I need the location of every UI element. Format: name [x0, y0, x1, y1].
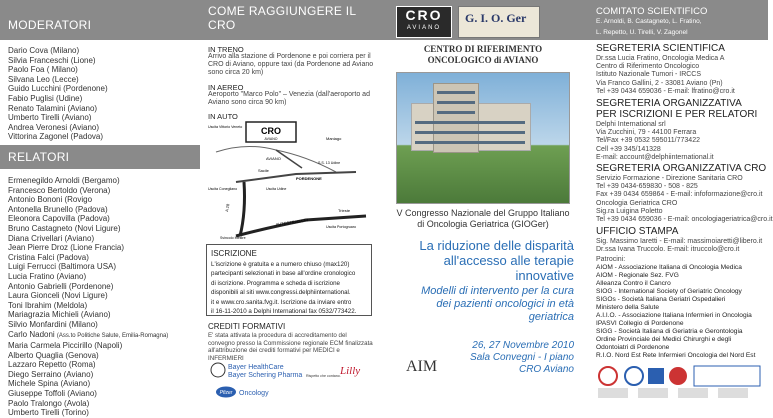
map-label-a4: AUTOSTRADA A4: [275, 217, 309, 227]
patrocinio-line: Alleanza Contro il Cancro: [596, 280, 671, 287]
iscrizione-line: di iscrizione. Programma e scheda di iscrizione: [211, 279, 340, 287]
moderatore-name: Andrea Veronesi (Aviano): [8, 122, 100, 132]
window-row: [415, 121, 525, 124]
moderatore-name: Umberto Tirelli (Aviano): [8, 113, 92, 123]
patron-logo-icon: [638, 388, 668, 398]
headline-line: innovative: [515, 268, 574, 283]
patronage-logos: [594, 360, 764, 400]
segorg-head1: SEGRETERIA ORGANIZZATIVA: [596, 98, 742, 109]
patrocinio-line: AIOM - Regionale Sez. FVG: [596, 272, 679, 279]
date-line: 26, 27 Novembre 2010: [472, 340, 574, 351]
patrocini-text: [596, 264, 755, 360]
moderatore-name: Guido Lucchini (Pordenone): [8, 84, 108, 94]
map-label-conegliano: Uscita Conegliano: [208, 187, 238, 191]
iscrizione-title: ISCRIZIONE: [211, 249, 257, 258]
aereo-line: Aeroporto "Marco Polo" – Venezia (dall'aeroporto ad: [208, 91, 370, 98]
relatore-name: Toni Ibrahim (Meldola): [8, 300, 88, 310]
segsci-line: Istituto Nazionale Tumori - IRCCS: [596, 71, 702, 79]
patron-logo-icon: [669, 367, 687, 385]
cro-logo-aviano: AVIANO: [406, 25, 442, 31]
patrocinio-line: AIOM - Associazione Italiana di Oncologia Medica: [596, 264, 742, 271]
window-row: [437, 101, 475, 104]
patrocinio-line: Odontoiatri di Pordenone: [596, 344, 670, 351]
segsci-line: Tel +39 0434 659036 - E-mail: lfratino@cro.it: [596, 87, 735, 95]
patrocinio-line: Ministero della Salute: [596, 304, 660, 311]
crediti-line: convegno presso la Commissione regionale ECM finalizzata: [208, 339, 373, 347]
treno-line: Arrivo alla stazione di Pordenone e poi corriera per il: [208, 53, 371, 60]
patrocinio-line: R.I.O. Nord Est Rete Infermieri Oncologia del Nord Est: [596, 352, 756, 359]
map-label-cro: CRO: [261, 126, 281, 136]
relatore-name: Francesco Bertoldo (Verona): [8, 185, 111, 195]
moderatore-name: Silvana Leo (Lecce): [8, 74, 79, 84]
relatore-name: Luigi Ferrucci (Baltimora USA): [8, 262, 117, 272]
lilly-logo: Lilly: [340, 365, 361, 377]
stampa-head: UFFICIO STAMPA: [596, 226, 679, 237]
crediti-text: [208, 332, 374, 362]
segorg-head2: PER ISCRIZIONI E PER RELATORI: [596, 109, 758, 120]
congress-line1: V Congresso Nazionale del Gruppo Italiano: [396, 208, 570, 218]
relatore-name: Alberto Quaglia (Genova): [8, 350, 99, 360]
moderatore-name: Paolo Foa ( Milano): [8, 65, 78, 75]
comitato-band: [588, 0, 768, 40]
relatore-affiliation: (Ass.to Politiche Salute, Emilia-Romagna): [56, 332, 169, 339]
iscrizione-box: [206, 244, 372, 316]
relatore-name: Antonio Gabrielli (Pordenone): [8, 281, 114, 291]
aim-logo: AIM: [406, 358, 438, 375]
moderatore-name: Silvia Franceschi (Lione): [8, 55, 96, 65]
headline-line: all'accesso alle terapie: [443, 253, 574, 268]
cro-logo: [396, 6, 452, 38]
relatore-name: Eleonora Capovilla (Padova): [8, 214, 110, 224]
relatori-title: RELATORI: [8, 150, 70, 164]
map-label-aviano: AVIANO: [264, 137, 278, 141]
iscrizione-line: it e www.cro.sanita.fvg.it. Iscrizione da inviare entro: [211, 298, 352, 306]
come-panel: [200, 0, 378, 403]
segcro-line: Sig.ra Luigina Poletto: [596, 207, 663, 215]
map-label-a28: A 28: [224, 203, 231, 213]
subtitle-line: dei pazienti oncologici in età: [436, 298, 574, 310]
treno-head: IN TRENO: [208, 45, 244, 54]
center-title-line1: CENTRO DI RIFERIMENTO: [423, 44, 543, 54]
window-row: [415, 141, 525, 144]
map-label-pordenone: PORDENONE: [296, 176, 322, 181]
segsci-line: Via Franco Gallini, 2 - 33081 Aviano (Pn): [596, 79, 723, 87]
segsci-line: Centro di Riferimento Oncologico: [596, 63, 700, 71]
cover-panel: [378, 0, 588, 403]
cro-logo-text: CRO: [405, 7, 443, 23]
map-label-portogruaro: Uscita Portogruaro: [326, 225, 356, 229]
window-row: [437, 111, 475, 114]
segorg-line: Cell +39 345/141328: [596, 145, 661, 153]
moderatori-band: [0, 0, 200, 40]
relatori-band: [0, 145, 200, 169]
aereo-head: IN AEREO: [208, 83, 244, 92]
alleanza-logo-icon: [694, 366, 760, 386]
segsci-head: SEGRETERIA SCIENTIFICA: [596, 43, 725, 54]
map-road-a28: [240, 182, 245, 236]
segsci-line: Dr.ssa Lucia Fratino, Oncologia Medica A: [596, 55, 725, 62]
segcro-line: Fax +39 0434 659864 - E-mail: infoformazione@cro.it: [596, 191, 763, 199]
map-label-udine: Uscita Udine: [266, 187, 287, 191]
congress-title: [378, 208, 588, 230]
moderatore-name: Fabio Puglisi (Udine): [8, 93, 83, 103]
date-line: Sala Convegni - I piano: [470, 352, 574, 363]
patron-logo-icon: [678, 388, 708, 398]
headline: [419, 238, 574, 283]
comitato-names-1: E. Arnoldi, B. Castagneto, L. Fratino,: [596, 18, 702, 25]
patron-logo-icon: [718, 388, 748, 398]
relatore-name: Antonio Bononi (Rovigo: [8, 195, 93, 205]
crediti-line: E' stata attivata la procedura di accreditamento del: [208, 332, 347, 339]
patron-logo-icon: [598, 388, 628, 398]
window-row: [415, 131, 525, 134]
cover-band: [378, 0, 588, 40]
patrocinio-line: Ordine Provinciale dei Medici Chirurghi e degli: [596, 336, 732, 343]
segcro-line: Servizio Formazione - Direzione Sanitaria CRO: [596, 175, 743, 182]
moderatore-name: Vittorina Zagonel (Padova): [8, 132, 104, 142]
patrocinio-line: IPASVI Collegio di Pordenone: [596, 320, 684, 327]
bayer-cross-icon: [211, 363, 225, 377]
pfizer-logo: Pfizer: [219, 390, 233, 396]
relatore-name: Silvio Monfardini (Milano): [8, 319, 98, 329]
aereo-text: [208, 91, 370, 107]
iscrizione-text: [211, 260, 367, 316]
oncology-label: Oncology: [239, 390, 269, 397]
stampa-line: Dr.ssa Ivana Truccolo. E-mail: itruccolo@cro.it: [596, 246, 740, 254]
relatori-list: [8, 176, 168, 418]
comitato-title: COMITATO SCIENTIFICO: [596, 6, 708, 17]
segcro-text: [596, 175, 773, 224]
crediti-title: CREDITI FORMATIVI: [208, 322, 286, 331]
sponsor-logos: [208, 360, 374, 400]
map-label-mestre: Svincolo Mestre: [220, 236, 246, 240]
moderatore-name: Renato Talamini (Aviano): [8, 103, 98, 113]
relatore-name: Giuseppe Toffoli (Aviano): [8, 389, 97, 399]
patrocinio-line: SIGG - Società Italiana di Geriatria e Gerontologia: [596, 328, 743, 335]
route-map: [206, 112, 370, 240]
map-label-ss13: S.S. 13 Udine: [318, 161, 341, 165]
hospital-photo: [396, 72, 570, 204]
patron-logo-icon: [599, 367, 617, 385]
relatore-name-text: Carlo Nadoni: [8, 329, 57, 339]
segcro-line: Oncologia Geriatrica CRO: [596, 199, 678, 207]
relatore-name: Mariagrazia Michieli (Aviano): [8, 310, 111, 320]
relatore-name: Cristina Falci (Padova): [8, 252, 89, 262]
moderatori-panel: [0, 0, 200, 418]
iscrizione-line: L'iscrizione è gratuita e a numero chiuso (max120): [211, 261, 350, 268]
congress-line2: di Oncologia Geriatrica (GIOGer): [417, 219, 549, 229]
stampa-line: Sig. Massimo Iaretti - E-mail: massimoiaretti@libero.it: [596, 238, 763, 245]
treno-line: CRO di Aviano, oppure taxi (da Pordenone ad Aviano: [208, 61, 374, 69]
relatore-name: Maria Carmela Piccirillo (Napoli): [8, 341, 123, 351]
segorg-line: Tel/Fax +39 0532 595011/773422: [596, 137, 700, 145]
iscrizione-line: il 16-11-2010 a Delphi International fax 0532/773422.: [211, 308, 357, 316]
date-line: CRO Aviano: [518, 364, 574, 375]
moderatori-list: [8, 46, 108, 142]
stampa-text: [596, 238, 762, 254]
subtitle-line: geriatrica: [528, 311, 574, 323]
relatore-name: Bruno Castagneto (Novi Ligure): [8, 223, 121, 233]
patron-logo-icon: [625, 367, 643, 385]
relatore-name: Jean Pierre Droz (Lione Francia): [8, 243, 125, 253]
patrocinio-line: SIGOs - Società Italiana Geriatri Ospedalieri: [596, 296, 726, 303]
segorg-line: E-mail: account@delphiinternational.it: [596, 153, 714, 161]
patron-logo-icon: [648, 368, 664, 384]
comitato-names-2: L. Repetto, U. Tirelli, V. Zagonel: [596, 29, 688, 36]
segcro-line: Tel +39 0434-659830 - 508 - 825: [596, 183, 698, 191]
headline-line: La riduzione delle disparità: [419, 238, 574, 253]
relatore-name: [8, 330, 168, 342]
window-row: [437, 91, 475, 94]
map-label-maniago: Maniago: [326, 136, 342, 141]
relatore-name: Diego Serraino (Aviano): [8, 369, 94, 379]
relatore-name: Ermenegildo Arnoldi (Bergamo): [8, 176, 120, 185]
patrocini-head: Patrocini:: [596, 256, 626, 263]
relatore-name: Michele Spina (Aviano): [8, 379, 91, 389]
bayer-healthcare: Bayer HealthCare: [228, 364, 284, 371]
patrocinio-line: SIOG - International Society of Geriatric Oncology: [596, 288, 742, 295]
patrocinio-line: A.I.I.O. - Associazione Italiana Infermieri in Oncologia: [596, 312, 752, 319]
relatore-name: Diana Crivellari (Aviano): [8, 233, 95, 243]
auto-head: IN AUTO: [208, 112, 238, 121]
segorg-text: [596, 121, 714, 162]
moderatori-title: MODERATORI: [8, 18, 92, 32]
segorg-line: Via Zucchini, 79 - 44100 Ferrara: [596, 129, 697, 137]
iscrizione-line: partecipanti selezionati in base all'ordine cronologico: [211, 270, 356, 278]
relatore-name: Lucia Fratino (Aviano): [8, 271, 87, 281]
relatore-name: Paolo Tralongo (Avola): [8, 398, 90, 408]
segorg-line: Delphi International srl: [596, 121, 666, 128]
gioger-logo: G. I. O. Ger: [458, 6, 540, 38]
map-label-vittorio: Uscita Vittorio Veneto: [208, 125, 243, 129]
relatore-name: Antonella Brunello (Padova): [8, 204, 108, 214]
subtitle: [421, 285, 574, 324]
relatore-name: Lazzaro Repetto (Roma): [8, 360, 96, 370]
map-label-trieste: Trieste: [338, 208, 351, 213]
center-title-line2: ONCOLOGICO di AVIANO: [427, 55, 539, 65]
relatore-name: Umberto Tirelli (Torino): [8, 408, 89, 418]
bayer-schering: Bayer Schering Pharma: [228, 372, 303, 379]
come-title: COME RAGGIUNGERE IL CRO: [208, 4, 356, 32]
map-label-aviano2: AVIANO: [266, 156, 281, 161]
crediti-line: all'attribuzione dei crediti formativi per MEDICI e INFERMIERI: [208, 347, 340, 362]
relatore-name: Laura Gionceli (Novi Ligure): [8, 291, 108, 301]
treno-text: [208, 53, 373, 78]
center-title: [378, 44, 588, 66]
info-panel: [588, 0, 773, 403]
moderatore-name: Dario Cova (Milano): [8, 46, 80, 55]
subtitle-line: Modelli di intervento per la cura: [421, 285, 574, 297]
come-band: [200, 0, 378, 40]
iscrizione-line: disponibili al siti www.congressi.delphiinternational.: [211, 289, 351, 297]
treno-line: sono circa 20 km): [208, 69, 264, 77]
event-date: [470, 340, 574, 376]
aereo-line: Aviano sono circa 90 km): [208, 99, 287, 107]
map-label-sacile: Sacile: [258, 168, 269, 173]
lilly-note: Rispetto che contano.: [306, 374, 341, 378]
segcro-head: SEGRETERIA ORGANIZZATIVA CRO: [596, 163, 767, 174]
segsci-text: [596, 55, 735, 96]
segcro-line: Tel +39 0434 659036 - E-mail: oncologiageriatrica@cro.it: [596, 216, 773, 224]
